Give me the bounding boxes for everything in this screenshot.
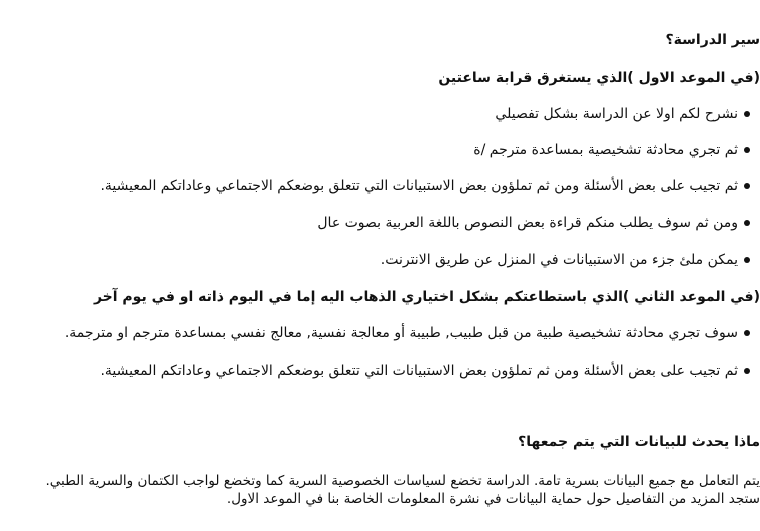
bullet-icon bbox=[744, 257, 750, 263]
list-item-text: ومن ثم سوف يطلب منكم قراءة بعض النصوص باللغة العربية بصوت عال bbox=[317, 215, 738, 231]
list-item-text: يمكن ملئ جزء من الاستبيانات في المنزل عن طريق الانترنت. bbox=[380, 252, 738, 268]
bullet-icon bbox=[744, 183, 750, 189]
paragraph-line: ستجد المزيد من التفاصيل حول حماية البيانات في نشرة المعلومات الخاصة بنا في الموعد الاول. bbox=[226, 491, 760, 507]
list-item bbox=[65, 323, 750, 343]
bullet-icon bbox=[744, 111, 750, 117]
bullet-icon bbox=[744, 330, 750, 336]
list-item bbox=[100, 361, 750, 381]
list-item-text: ثم تجيب على بعض الأسئلة ومن ثم تملؤون بعض الاستبيانات التي تتعلق بوضعكم الاجتماعي وعاداتكم المعيشية. bbox=[100, 178, 738, 194]
bullet-icon bbox=[744, 220, 750, 226]
list-item bbox=[381, 250, 750, 270]
list-item-text: ثم تجري محادثة تشخيصية بمساعدة مترجم /ة bbox=[473, 142, 738, 158]
section-title-study-flow: سير الدراسة؟ bbox=[665, 32, 760, 48]
list-item bbox=[495, 104, 750, 124]
section-title-data-handling: ماذا يحدث للبيانات التي يتم جمعها؟ bbox=[518, 434, 760, 450]
list-item-text: سوف تجري محادثة تشخيصية طبية من قبل طبيب, طبيبة أو معالجة نفسية, معالج نفسي بمساعدة مترجم او مترجمة. bbox=[64, 325, 738, 341]
list-item bbox=[473, 140, 750, 160]
list-item bbox=[317, 213, 750, 233]
paragraph-line: يتم التعامل مع جميع البيانات بسرية تامة. الدراسة تخضع لسياسات الخصوصية السرية كما وتخضع لواجب الكتمان والسرية الطبي. bbox=[45, 473, 760, 489]
list-item bbox=[100, 176, 750, 196]
bullet-icon bbox=[744, 368, 750, 374]
visit2-heading: (في الموعد الثاني )الذي باستطاعتكم بشكل اختياري الذهاب اليه إما في اليوم ذاته او في يوم آخر bbox=[93, 289, 760, 305]
visit1-heading: (في الموعد الاول )الذي يستغرق قرابة ساعتين bbox=[438, 70, 760, 86]
list-item-text: نشرح لكم اولا عن الدراسة بشكل تفصيلي bbox=[495, 106, 738, 122]
bullet-icon bbox=[744, 147, 750, 153]
list-item-text: ثم تجيب على بعض الأسئلة ومن ثم تملؤون بعض الاستبيانات التي تتعلق بوضعكم الاجتماعي وعاداتكم المعيشية. bbox=[100, 363, 738, 379]
